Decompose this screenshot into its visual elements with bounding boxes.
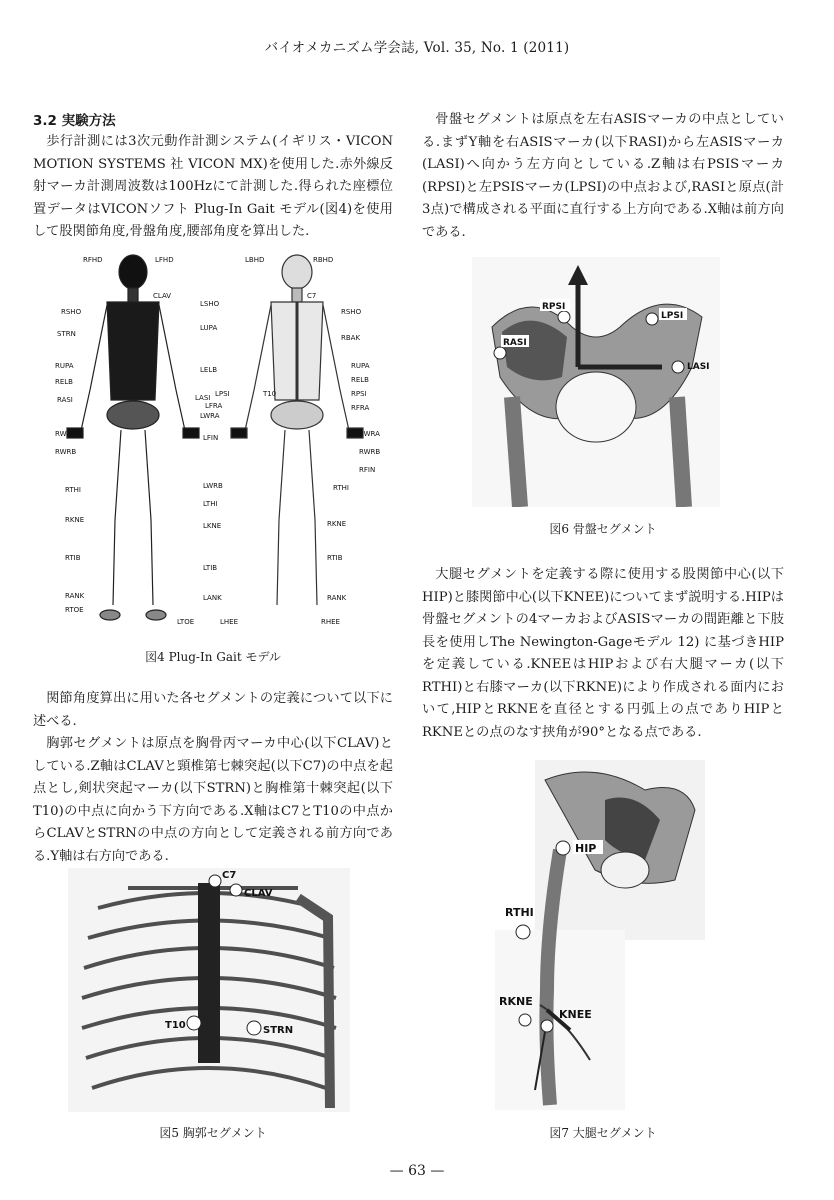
figure-5-thorax [68,868,350,1112]
fig7-label-rkne: RKNE [499,995,533,1008]
label-mid-5: LFRA [205,402,223,410]
label-mid-10: LKNE [203,522,222,530]
label-back-7: RELB [351,376,369,384]
label-mid-7: LFIN [203,434,219,442]
left-paragraph-3: 胸郭セグメントは原点を胸骨丙マーカ中心(以下CLAV)としている.Z軸はCLAVと頸椎第七棘突起(以下C7)の中点を起点とし,剣状突起マーカ(以下STRN)と胸椎第十棘突起(以下T10)の中点に向かう下方向である.X軸はC7とT10の中点からCLAVとSTRNの中点の方向として定義される前方向である.Y軸は右方向である. [33,736,393,864]
label-mid-3: LELB [200,366,218,374]
thorax-diagram [68,868,350,1112]
label-mid-6: LWRA [200,412,220,420]
label-back-5: RBAK [341,334,361,342]
figure-7-thigh [495,760,705,1110]
right-paragraph-2: 大腿セグメントを定義する際に使用する股関節中心(以下HIP)と膝関節中心(以下KNEE)についてまず説明する.HIPは骨盤セグメントの4マーカおよびASISマーカの間距離と下肢長を使用しThe Newington-Gageモデル 12) に基づきHIPを定義している.KNEEはHIPおよび右大腿マーカ(以下RTHI)と右膝マーカ(以下RKNE)により作成される面内において,HIPとRKNEを直径とする円弧上の点でありHIPとRKNEとの点のなす挟角が90°となる点である. [422,567,784,740]
figure-7-caption: 図7 大腿セグメント [549,1126,657,1140]
figure-6-pelvis [472,257,720,507]
label-front-11: RTHI [65,486,81,494]
label-back-2: RBHD [313,256,334,264]
label-mid-13: LTOE [177,618,195,626]
fig6-label-rpsi: RPSI [542,302,566,312]
left-paragraph-2: 関節角度算出に用いた各セグメントの定義について以下に述べる. [33,691,393,729]
label-mid-16: T10 [263,390,277,398]
fig6-label-lpsi: LPSI [661,311,684,321]
label-back-9: RFRA [351,404,370,412]
label-back-13: RTHI [333,484,349,492]
section-number: 3.2 [33,113,57,129]
label-mid-9: LTHI [203,500,218,508]
label-back-10: RWRA [359,430,380,438]
fig5-label-t10: T10 [165,1020,186,1031]
skeleton-diagram [55,250,385,635]
right-paragraph-1: 骨盤セグメントは原点を左右ASISマーカの中点としている.まずY軸を右ASISマーカ(以下RASI)から左ASISマーカ(LASI)へ向かう左方向としている.Z軸は右PSISマーカ(RPSI)と左PSISマーカ(LPSI)の中点および,RASIと原点(計3点)で構成される平面に直行する上方向である.X軸は前方向である. [422,112,784,240]
fig7-label-rthi: RTHI [505,906,534,919]
pelvis-diagram [472,257,720,507]
left-paragraph-1: 歩行計測には3次元動作計測システム(イギリス・VICON MOTION SYSTEMS 社 VICON MX)を使用した.赤外線反射マーカ計測周波数は100Hzにて計測した.得られた座標位置データはVICONソフト Plug-In Gait モデル(図4)を使用して股関節角度,骨盤角度,腰部角度を算出した. [33,134,393,239]
label-front-10: RWRB [55,448,77,456]
label-back-15: RTIB [327,554,343,562]
label-front-14: RANK [65,592,85,600]
label-front-15: RTOE [65,606,84,614]
front-skeleton [67,255,199,620]
fig5-label-strn: STRN [263,1025,294,1036]
fig7-label-hip: HIP [575,842,597,855]
label-back-6: RUPA [351,362,370,370]
thigh-diagram [495,760,705,1110]
label-front-8: RASI [57,396,73,404]
label-front-4: RSHO [61,308,82,316]
label-mid-11: LTIB [203,564,218,572]
figure-5-caption: 図5 胸郭セグメント [159,1126,267,1140]
label-back-3: C7 [307,292,317,300]
fig5-label-clav: CLAV [244,888,273,899]
label-front-5: STRN [57,330,76,338]
label-back-12: RFIN [359,466,376,474]
label-mid-4: LASI [195,394,211,402]
label-front-3: CLAV [153,292,172,300]
label-mid-1: LSHO [200,300,220,308]
label-front-2: LFHD [155,256,174,264]
label-front-9: RWRA [55,430,76,438]
figure-4-plug-in-gait [55,250,385,635]
label-back-4: RSHO [341,308,362,316]
section-title: 実験方法 [61,113,116,129]
label-back-11: RWRB [359,448,381,456]
label-mid-15: LPSI [215,390,230,398]
figure-6-caption: 図6 骨盤セグメント [549,522,657,536]
section-heading [33,109,116,129]
label-mid-12: LANK [203,594,222,602]
label-mid-14: LHEE [220,618,239,626]
label-back-17: RHEE [321,618,340,626]
page-number: — 63 — [389,1163,445,1179]
label-back-16: RANK [327,594,347,602]
label-front-7: RELB [55,378,73,386]
fig5-label-c7: C7 [222,870,237,881]
label-front-6: RUPA [55,362,74,370]
label-front-1: RFHD [83,256,103,264]
label-back-1: LBHD [245,256,265,264]
fig6-label-rasi: RASI [503,338,527,348]
label-front-13: RTIB [65,554,81,562]
label-back-14: RKNE [327,520,347,528]
fig7-label-knee: KNEE [559,1008,592,1021]
fig6-label-lasi: LASI [687,362,710,372]
label-mid-2: LUPA [200,324,218,332]
label-front-12: RKNE [65,516,85,524]
label-mid-8: LWRB [203,482,223,490]
figure-4-caption: 図4 Plug-In Gait モデル [145,650,281,664]
journal-header: バイオメカニズム学会誌, Vol. 35, No. 1 (2011) [264,40,570,56]
label-back-8: RPSI [351,390,367,398]
